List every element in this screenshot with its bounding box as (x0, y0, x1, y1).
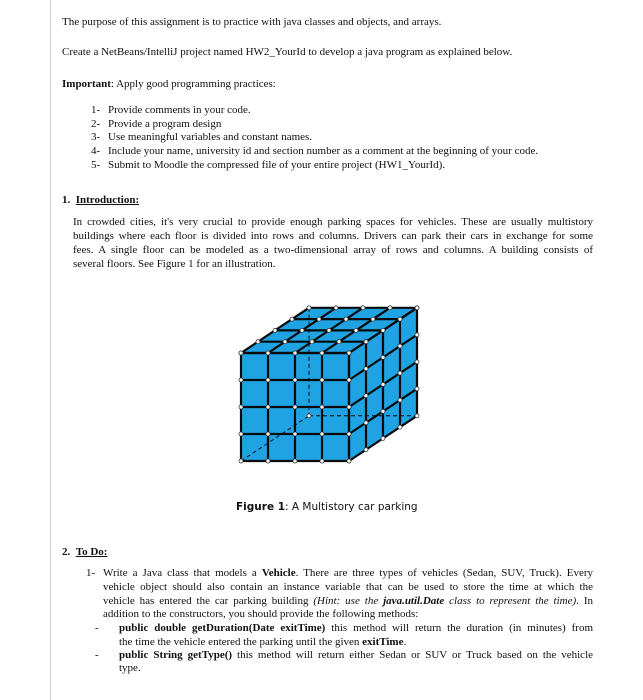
practice-number: 1- (91, 104, 101, 116)
grid-node (388, 306, 392, 310)
section-title: To Do: (75, 546, 108, 558)
grid-node (239, 378, 243, 382)
grid-node (266, 405, 270, 409)
grid-node (320, 432, 324, 436)
grid-node (256, 340, 260, 344)
grid-node (364, 421, 368, 425)
grid-node (293, 459, 297, 463)
grid-node (371, 317, 375, 321)
practice-number: 2- (91, 117, 101, 130)
grid-node (317, 317, 321, 321)
grid-node (320, 351, 324, 355)
grid-node (327, 328, 331, 332)
figure-caption-text: : A Multistory car parking (285, 501, 418, 513)
grid-node (347, 459, 351, 463)
bullet-dash: - (95, 622, 99, 634)
practice-item: Provide a program design (108, 117, 222, 130)
important-desc: : Apply good programming practices: (110, 78, 276, 90)
practice-item: Include your name, university id and section number as a comment at the beginning of your code. (108, 145, 539, 158)
section-number: 2. (62, 546, 71, 558)
method-get-duration-cont: the time the vehicle entered the parking until the given exitTime. (119, 636, 407, 648)
grid-node (307, 414, 311, 418)
grid-node (239, 459, 243, 463)
grid-node (381, 436, 385, 440)
todo-line: Write a Java class that models a Vehicle. There are three types of vehicles (Sedan, SUV, Truck). Every (103, 567, 593, 579)
grid-node (293, 351, 297, 355)
grid-node (293, 378, 297, 382)
important-label: Important (62, 78, 111, 90)
grid-node (320, 405, 324, 409)
grid-node (239, 432, 243, 436)
grid-node (300, 328, 304, 332)
grid-node (239, 405, 243, 409)
section-todo-heading (62, 545, 107, 559)
purpose-text: The purpose of this assignment is to practice with java classes and objects, and arrays. (62, 16, 442, 28)
grid-node (361, 306, 365, 310)
grid-node (364, 394, 368, 398)
todo-line: addition to the constructors, you should provide the following methods: (103, 608, 419, 620)
grid-node (381, 409, 385, 413)
section-number: 1. (62, 194, 71, 206)
grid-node (398, 398, 402, 402)
grid-node (364, 448, 368, 452)
grid-node (347, 432, 351, 436)
todo-line: vehicle object should also contain an instance variable that can be used to store the time at which the (103, 581, 593, 593)
grid-node (398, 371, 402, 375)
grid-node (415, 360, 419, 364)
grid-node (415, 306, 419, 310)
practice-item: Submit to Moodle the compressed file of your entire project (HW1_YourId). (108, 158, 446, 171)
grid-node (364, 367, 368, 371)
practice-item: Use meaningful variables and constant names. (108, 131, 313, 144)
introduction-line: several floors. See Figure 1 for an illustration. (73, 258, 276, 270)
grid-node (290, 317, 294, 321)
grid-node (266, 351, 270, 355)
introduction-line: In crowded cities, it's very crucial to provide enough parking spaces for vehicles. These are usually multistory (73, 216, 593, 228)
practice-item: Provide comments in your code. (108, 104, 251, 116)
grid-node (266, 378, 270, 382)
grid-node (398, 425, 402, 429)
grid-node (239, 351, 243, 355)
grid-node (415, 414, 419, 418)
grid-node (347, 405, 351, 409)
grid-node (344, 317, 348, 321)
figure-label: Figure 1 (236, 501, 286, 513)
method-get-type: public String getType() this method will return either Sedan or SUV or Truck based on the vehicle (119, 649, 594, 661)
grid-node (337, 340, 341, 344)
grid-node (381, 328, 385, 332)
grid-node (320, 378, 324, 382)
method-get-duration: public double getDuration(Date exitTime) this method will return the duration (in minutes) from (119, 622, 593, 634)
section-title: Introduction: (75, 194, 140, 206)
grid-node (293, 405, 297, 409)
todo-item-number: 1- (86, 567, 96, 579)
grid-node (273, 328, 277, 332)
grid-node (307, 306, 311, 310)
grid-node (415, 333, 419, 337)
grid-node (334, 306, 338, 310)
grid-node (293, 432, 297, 436)
practice-number: 3- (91, 131, 101, 144)
bullet-dash: - (95, 649, 99, 661)
create-text: Create a NetBeans/IntelliJ project named HW2_YourId to develop a java program as explained below. (62, 46, 513, 58)
grid-node (310, 340, 314, 344)
grid-node (320, 459, 324, 463)
grid-node (347, 351, 351, 355)
grid-node (398, 344, 402, 348)
figure-caption (236, 500, 418, 514)
grid-node (381, 382, 385, 386)
practice-number: 4- (91, 145, 101, 158)
practice-number: 5- (91, 158, 101, 171)
grid-node (266, 432, 270, 436)
todo-line: vehicle has entered the car parking building (Hint: use the java.util.Date class to represent the time). In (103, 595, 594, 607)
grid-node (347, 378, 351, 382)
introduction-line: fees. A single floor can be modeled as a two-dimensional array of rows and columns. A building consists of (73, 244, 593, 256)
grid-node (381, 355, 385, 359)
grid-node (283, 340, 287, 344)
grid-node (266, 459, 270, 463)
grid-node (354, 328, 358, 332)
grid-node (364, 340, 368, 344)
method-get-type-cont: type. (119, 662, 141, 674)
introduction-line: buildings where each floor is divided into rows and columns. Drivers can park their cars in exchange for some (73, 230, 593, 242)
grid-node (398, 317, 402, 321)
grid-node (415, 387, 419, 391)
